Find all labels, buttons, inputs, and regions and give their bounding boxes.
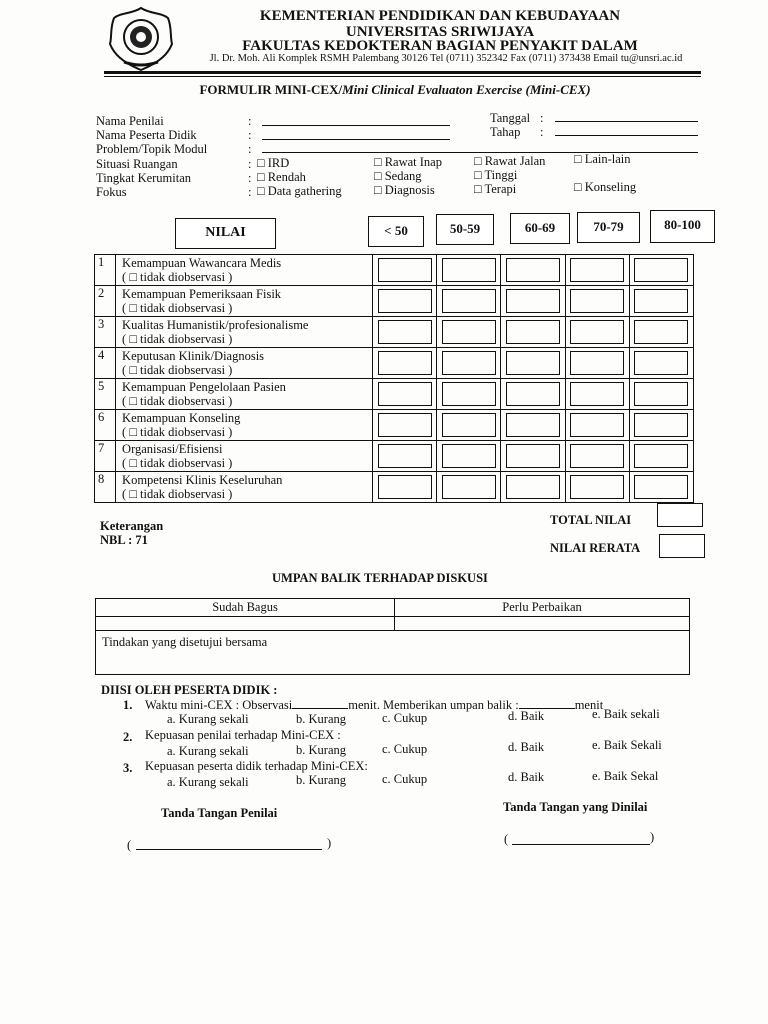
criteria-name: Kemampuan Pemeriksaan Fisik bbox=[122, 287, 282, 301]
score-box[interactable] bbox=[570, 289, 624, 313]
score-cell bbox=[372, 379, 436, 410]
problem-field[interactable] bbox=[262, 152, 698, 153]
score-cell bbox=[372, 441, 436, 472]
sign-penilai-open: ( bbox=[127, 838, 132, 852]
criteria-name: Kemampuan Pengelolaan Pasien bbox=[122, 380, 286, 394]
q2-opt-a[interactable]: a. Kurang sekali bbox=[167, 744, 249, 758]
score-box[interactable] bbox=[634, 289, 688, 313]
q3-opt-d[interactable]: d. Baik bbox=[508, 770, 545, 784]
score-cell bbox=[501, 317, 565, 348]
colon: : bbox=[248, 185, 252, 199]
q1-opt-d[interactable]: d. Baik bbox=[508, 709, 545, 723]
score-box[interactable] bbox=[570, 351, 624, 375]
ministry-name: KEMENTERIAN PENDIDIKAN DAN KEBUDAYAAN bbox=[259, 8, 621, 24]
label-situasi: Situasi Ruangan bbox=[96, 157, 178, 171]
score-cell bbox=[437, 317, 501, 348]
criteria-name: Kemampuan Wawancara Medis bbox=[122, 256, 282, 270]
score-box[interactable] bbox=[378, 289, 432, 313]
criteria-row bbox=[95, 286, 694, 317]
score-cell bbox=[372, 317, 436, 348]
score-box[interactable] bbox=[378, 258, 432, 282]
label-problem: Problem/Topik Modul bbox=[96, 142, 208, 156]
score-box[interactable] bbox=[570, 413, 624, 437]
q3-opt-e[interactable]: e. Baik Sekal bbox=[592, 769, 659, 783]
nama-peserta-field[interactable] bbox=[262, 139, 450, 140]
q3-opt-c[interactable]: c. Cukup bbox=[382, 772, 428, 786]
score-cell bbox=[629, 255, 693, 286]
nilai-rerata-label: NILAI RERATA bbox=[550, 541, 641, 555]
q1-opt-b[interactable]: b. Kurang bbox=[296, 712, 346, 726]
score-cell bbox=[629, 441, 693, 472]
score-cell bbox=[501, 441, 565, 472]
not-observed-checkbox[interactable]: ( □ tidak diobservasi ) bbox=[122, 301, 233, 315]
score-box[interactable] bbox=[442, 413, 496, 437]
score-cell bbox=[437, 410, 501, 441]
address: Jl. Dr. Moh. Ali Komplek RSMH Palembang 30126 Tel (0711) 352342 Fax (0711) 373438 Email tu@unsri.ac.id bbox=[209, 53, 683, 64]
q3-text: Kepuasan peserta didik terhadap Mini-CEX: bbox=[145, 759, 368, 773]
university-name: UNIVERSITAS SRIWIJAYA bbox=[345, 24, 535, 40]
score-cell bbox=[437, 255, 501, 286]
score-cell bbox=[629, 410, 693, 441]
option-rendah[interactable]: □ Rendah bbox=[257, 170, 306, 184]
score-box[interactable] bbox=[634, 382, 688, 406]
score-box[interactable] bbox=[570, 475, 624, 499]
option-diagnosis[interactable]: □ Diagnosis bbox=[374, 183, 435, 197]
score-box[interactable] bbox=[570, 258, 624, 282]
score-cell bbox=[565, 379, 629, 410]
score-box[interactable] bbox=[570, 382, 624, 406]
label-fokus: Fokus bbox=[96, 185, 127, 199]
score-cell bbox=[565, 317, 629, 348]
score-box[interactable] bbox=[570, 320, 624, 344]
score-cell bbox=[372, 286, 436, 317]
score-cell bbox=[437, 441, 501, 472]
header-divider-thin bbox=[104, 76, 701, 77]
colon: : bbox=[248, 114, 252, 128]
q1-opt-a[interactable]: a. Kurang sekali bbox=[167, 712, 249, 726]
total-nilai-box[interactable] bbox=[657, 503, 703, 527]
colon: : bbox=[248, 171, 252, 185]
score-box[interactable] bbox=[506, 320, 560, 344]
score-box[interactable] bbox=[634, 320, 688, 344]
score-box[interactable] bbox=[442, 289, 496, 313]
sudah-bagus-header: Sudah Bagus bbox=[96, 599, 395, 617]
score-cell bbox=[372, 255, 436, 286]
option-rawat-inap[interactable]: □ Rawat Inap bbox=[374, 155, 442, 169]
sign-dinilai-close: ) bbox=[650, 830, 655, 844]
score-cell bbox=[565, 410, 629, 441]
criteria-row bbox=[95, 255, 694, 286]
range-70-79: 70-79 bbox=[577, 212, 640, 243]
score-box[interactable] bbox=[442, 320, 496, 344]
score-cell bbox=[629, 317, 693, 348]
nama-penilai-field[interactable] bbox=[262, 125, 450, 126]
nilai-rerata-box[interactable] bbox=[659, 534, 705, 558]
score-cell bbox=[501, 410, 565, 441]
criteria-row bbox=[95, 348, 694, 379]
label-tahap: Tahap bbox=[490, 125, 521, 139]
score-cell bbox=[565, 348, 629, 379]
score-cell bbox=[629, 472, 693, 503]
criteria-number: 6 bbox=[95, 410, 116, 441]
q1-opt-c[interactable]: c. Cukup bbox=[382, 711, 428, 725]
score-cell bbox=[565, 286, 629, 317]
total-nilai-label: TOTAL NILAI bbox=[550, 513, 632, 527]
q2-text: Kepuasan penilai terhadap Mini-CEX : bbox=[145, 728, 341, 742]
score-cell bbox=[565, 441, 629, 472]
criteria-number: 3 bbox=[95, 317, 116, 348]
score-box[interactable] bbox=[378, 413, 432, 437]
option-rawat-jalan[interactable]: □ Rawat Jalan bbox=[474, 154, 546, 168]
option-data-gathering[interactable]: □ Data gathering bbox=[257, 184, 342, 198]
nbl-value: NBL : 71 bbox=[100, 533, 148, 547]
score-cell bbox=[501, 472, 565, 503]
option-lain-lain[interactable]: □ Lain-lain bbox=[574, 152, 631, 166]
sign-penilai-line[interactable] bbox=[136, 849, 322, 850]
score-box[interactable] bbox=[378, 382, 432, 406]
score-box[interactable] bbox=[378, 475, 432, 499]
q1-opt-e[interactable]: e. Baik sekali bbox=[592, 707, 660, 721]
not-observed-checkbox[interactable]: ( □ tidak diobservasi ) bbox=[122, 425, 233, 439]
criteria-number: 8 bbox=[95, 472, 116, 503]
student-heading: DIISI OLEH PESERTA DIDIK : bbox=[101, 683, 278, 697]
not-observed-checkbox[interactable]: ( □ tidak diobservasi ) bbox=[122, 363, 233, 377]
score-box[interactable] bbox=[570, 444, 624, 468]
university-seal-icon bbox=[108, 6, 174, 72]
criteria-row bbox=[95, 317, 694, 348]
criteria-number: 7 bbox=[95, 441, 116, 472]
not-observed-checkbox[interactable]: ( □ tidak diobservasi ) bbox=[122, 487, 233, 501]
sudah-bagus-cell[interactable] bbox=[96, 617, 395, 631]
score-box[interactable] bbox=[506, 444, 560, 468]
sign-dinilai-line[interactable] bbox=[512, 844, 650, 845]
colon: : bbox=[248, 157, 252, 171]
option-sedang[interactable]: □ Sedang bbox=[374, 169, 422, 183]
tindakan-cell[interactable] bbox=[96, 631, 690, 675]
score-cell bbox=[501, 286, 565, 317]
score-box[interactable] bbox=[442, 258, 496, 282]
score-cell bbox=[372, 472, 436, 503]
form-title: FORMULIR MINI-CEX/Mini Clinical Evaluaton Exercise (Mini-CEX) bbox=[199, 82, 591, 97]
criteria-name: Keputusan Klinik/Diagnosis bbox=[122, 349, 265, 363]
criteria-number: 5 bbox=[95, 379, 116, 410]
sign-penilai-close: ) bbox=[327, 836, 332, 850]
score-box[interactable] bbox=[506, 413, 560, 437]
score-cell bbox=[629, 379, 693, 410]
criteria-name: Kualitas Humanistik/profesionalisme bbox=[122, 318, 309, 332]
range-80-100: 80-100 bbox=[650, 210, 715, 243]
score-cell bbox=[437, 348, 501, 379]
q2-opt-d[interactable]: d. Baik bbox=[508, 740, 545, 754]
label-tanggal: Tanggal bbox=[490, 111, 531, 125]
score-cell bbox=[629, 348, 693, 379]
score-box[interactable] bbox=[442, 382, 496, 406]
header-divider bbox=[104, 71, 701, 74]
criteria-name: Kompetensi Klinis Keseluruhan bbox=[122, 473, 283, 487]
q1-text: Waktu mini-CEX : Observasi menit. Memberikan umpan balik : menit bbox=[145, 698, 604, 712]
perlu-perbaikan-header: Perlu Perbaikan bbox=[395, 599, 690, 617]
nilai-header: NILAI bbox=[175, 218, 276, 249]
faculty-name: FAKULTAS KEDOKTERAN BAGIAN PENYAKIT DALAM bbox=[242, 38, 638, 54]
colon: : bbox=[248, 142, 252, 156]
score-box[interactable] bbox=[634, 444, 688, 468]
option-konseling[interactable]: □ Konseling bbox=[574, 180, 637, 194]
score-box[interactable] bbox=[506, 382, 560, 406]
score-cell bbox=[501, 255, 565, 286]
score-box[interactable] bbox=[378, 351, 432, 375]
colon: : bbox=[540, 125, 544, 139]
q2-opt-b[interactable]: b. Kurang bbox=[296, 743, 346, 757]
perlu-perbaikan-cell[interactable] bbox=[395, 617, 690, 631]
score-box[interactable] bbox=[442, 475, 496, 499]
q3-opt-b[interactable]: b. Kurang bbox=[296, 773, 346, 787]
criteria-row bbox=[95, 379, 694, 410]
criteria-number: 2 bbox=[95, 286, 116, 317]
sign-dinilai-open: ( bbox=[504, 832, 509, 846]
score-cell bbox=[629, 286, 693, 317]
score-box[interactable] bbox=[506, 351, 560, 375]
score-box[interactable] bbox=[506, 258, 560, 282]
q2-opt-e[interactable]: e. Baik Sekali bbox=[592, 738, 662, 752]
q3-opt-a[interactable]: a. Kurang sekali bbox=[167, 775, 249, 789]
label-tingkat: Tingkat Kerumitan bbox=[96, 171, 192, 185]
option-ird[interactable]: □ IRD bbox=[257, 156, 290, 170]
range-50-59: 50-59 bbox=[436, 214, 494, 245]
score-box[interactable] bbox=[634, 413, 688, 437]
criteria-name: Kemampuan Konseling bbox=[122, 411, 241, 425]
sign-dinilai-label: Tanda Tangan yang Dinilai bbox=[503, 800, 648, 814]
range-lt50: < 50 bbox=[368, 216, 424, 247]
option-terapi[interactable]: □ Terapi bbox=[474, 182, 517, 196]
tahap-field[interactable] bbox=[555, 135, 698, 136]
tindakan-label: Tindakan yang disetujui bersama bbox=[102, 635, 268, 649]
score-box[interactable] bbox=[634, 351, 688, 375]
not-observed-checkbox[interactable]: ( □ tidak diobservasi ) bbox=[122, 394, 233, 408]
score-box[interactable] bbox=[442, 444, 496, 468]
option-tinggi[interactable]: □ Tinggi bbox=[474, 168, 518, 182]
range-60-69: 60-69 bbox=[510, 213, 570, 244]
score-box[interactable] bbox=[378, 444, 432, 468]
criteria-row bbox=[95, 410, 694, 441]
score-box[interactable] bbox=[634, 475, 688, 499]
score-cell bbox=[437, 379, 501, 410]
score-cell bbox=[565, 255, 629, 286]
not-observed-checkbox[interactable]: ( □ tidak diobservasi ) bbox=[122, 332, 233, 346]
q1-number: 1. bbox=[123, 698, 133, 712]
feedback-table bbox=[95, 598, 690, 675]
score-cell bbox=[501, 348, 565, 379]
score-cell bbox=[565, 472, 629, 503]
q2-number: 2. bbox=[123, 730, 133, 744]
score-box[interactable] bbox=[378, 320, 432, 344]
criteria-number: 1 bbox=[95, 255, 116, 286]
criteria-table bbox=[94, 254, 694, 503]
criteria-row bbox=[95, 472, 694, 503]
sign-penilai-label: Tanda Tangan Penilai bbox=[161, 806, 278, 820]
tanggal-field[interactable] bbox=[555, 121, 698, 122]
colon: : bbox=[540, 111, 544, 125]
label-nama-peserta: Nama Peserta Didik bbox=[96, 128, 197, 142]
score-cell bbox=[372, 348, 436, 379]
feedback-title: UMPAN BALIK TERHADAP DISKUSI bbox=[272, 571, 488, 585]
criteria-row bbox=[95, 441, 694, 472]
score-cell bbox=[372, 410, 436, 441]
q3-number: 3. bbox=[123, 761, 133, 775]
criteria-name: Organisasi/Efisiensi bbox=[122, 442, 223, 456]
score-box[interactable] bbox=[442, 351, 496, 375]
not-observed-checkbox[interactable]: ( □ tidak diobservasi ) bbox=[122, 270, 233, 284]
not-observed-checkbox[interactable]: ( □ tidak diobservasi ) bbox=[122, 456, 233, 470]
criteria-number: 4 bbox=[95, 348, 116, 379]
keterangan-label: Keterangan bbox=[100, 519, 164, 533]
colon: : bbox=[248, 128, 252, 142]
q2-opt-c[interactable]: c. Cukup bbox=[382, 742, 428, 756]
label-nama-penilai: Nama Penilai bbox=[96, 114, 164, 128]
score-cell bbox=[437, 472, 501, 503]
score-box[interactable] bbox=[506, 289, 560, 313]
score-box[interactable] bbox=[634, 258, 688, 282]
score-box[interactable] bbox=[506, 475, 560, 499]
score-cell bbox=[437, 286, 501, 317]
score-cell bbox=[501, 379, 565, 410]
